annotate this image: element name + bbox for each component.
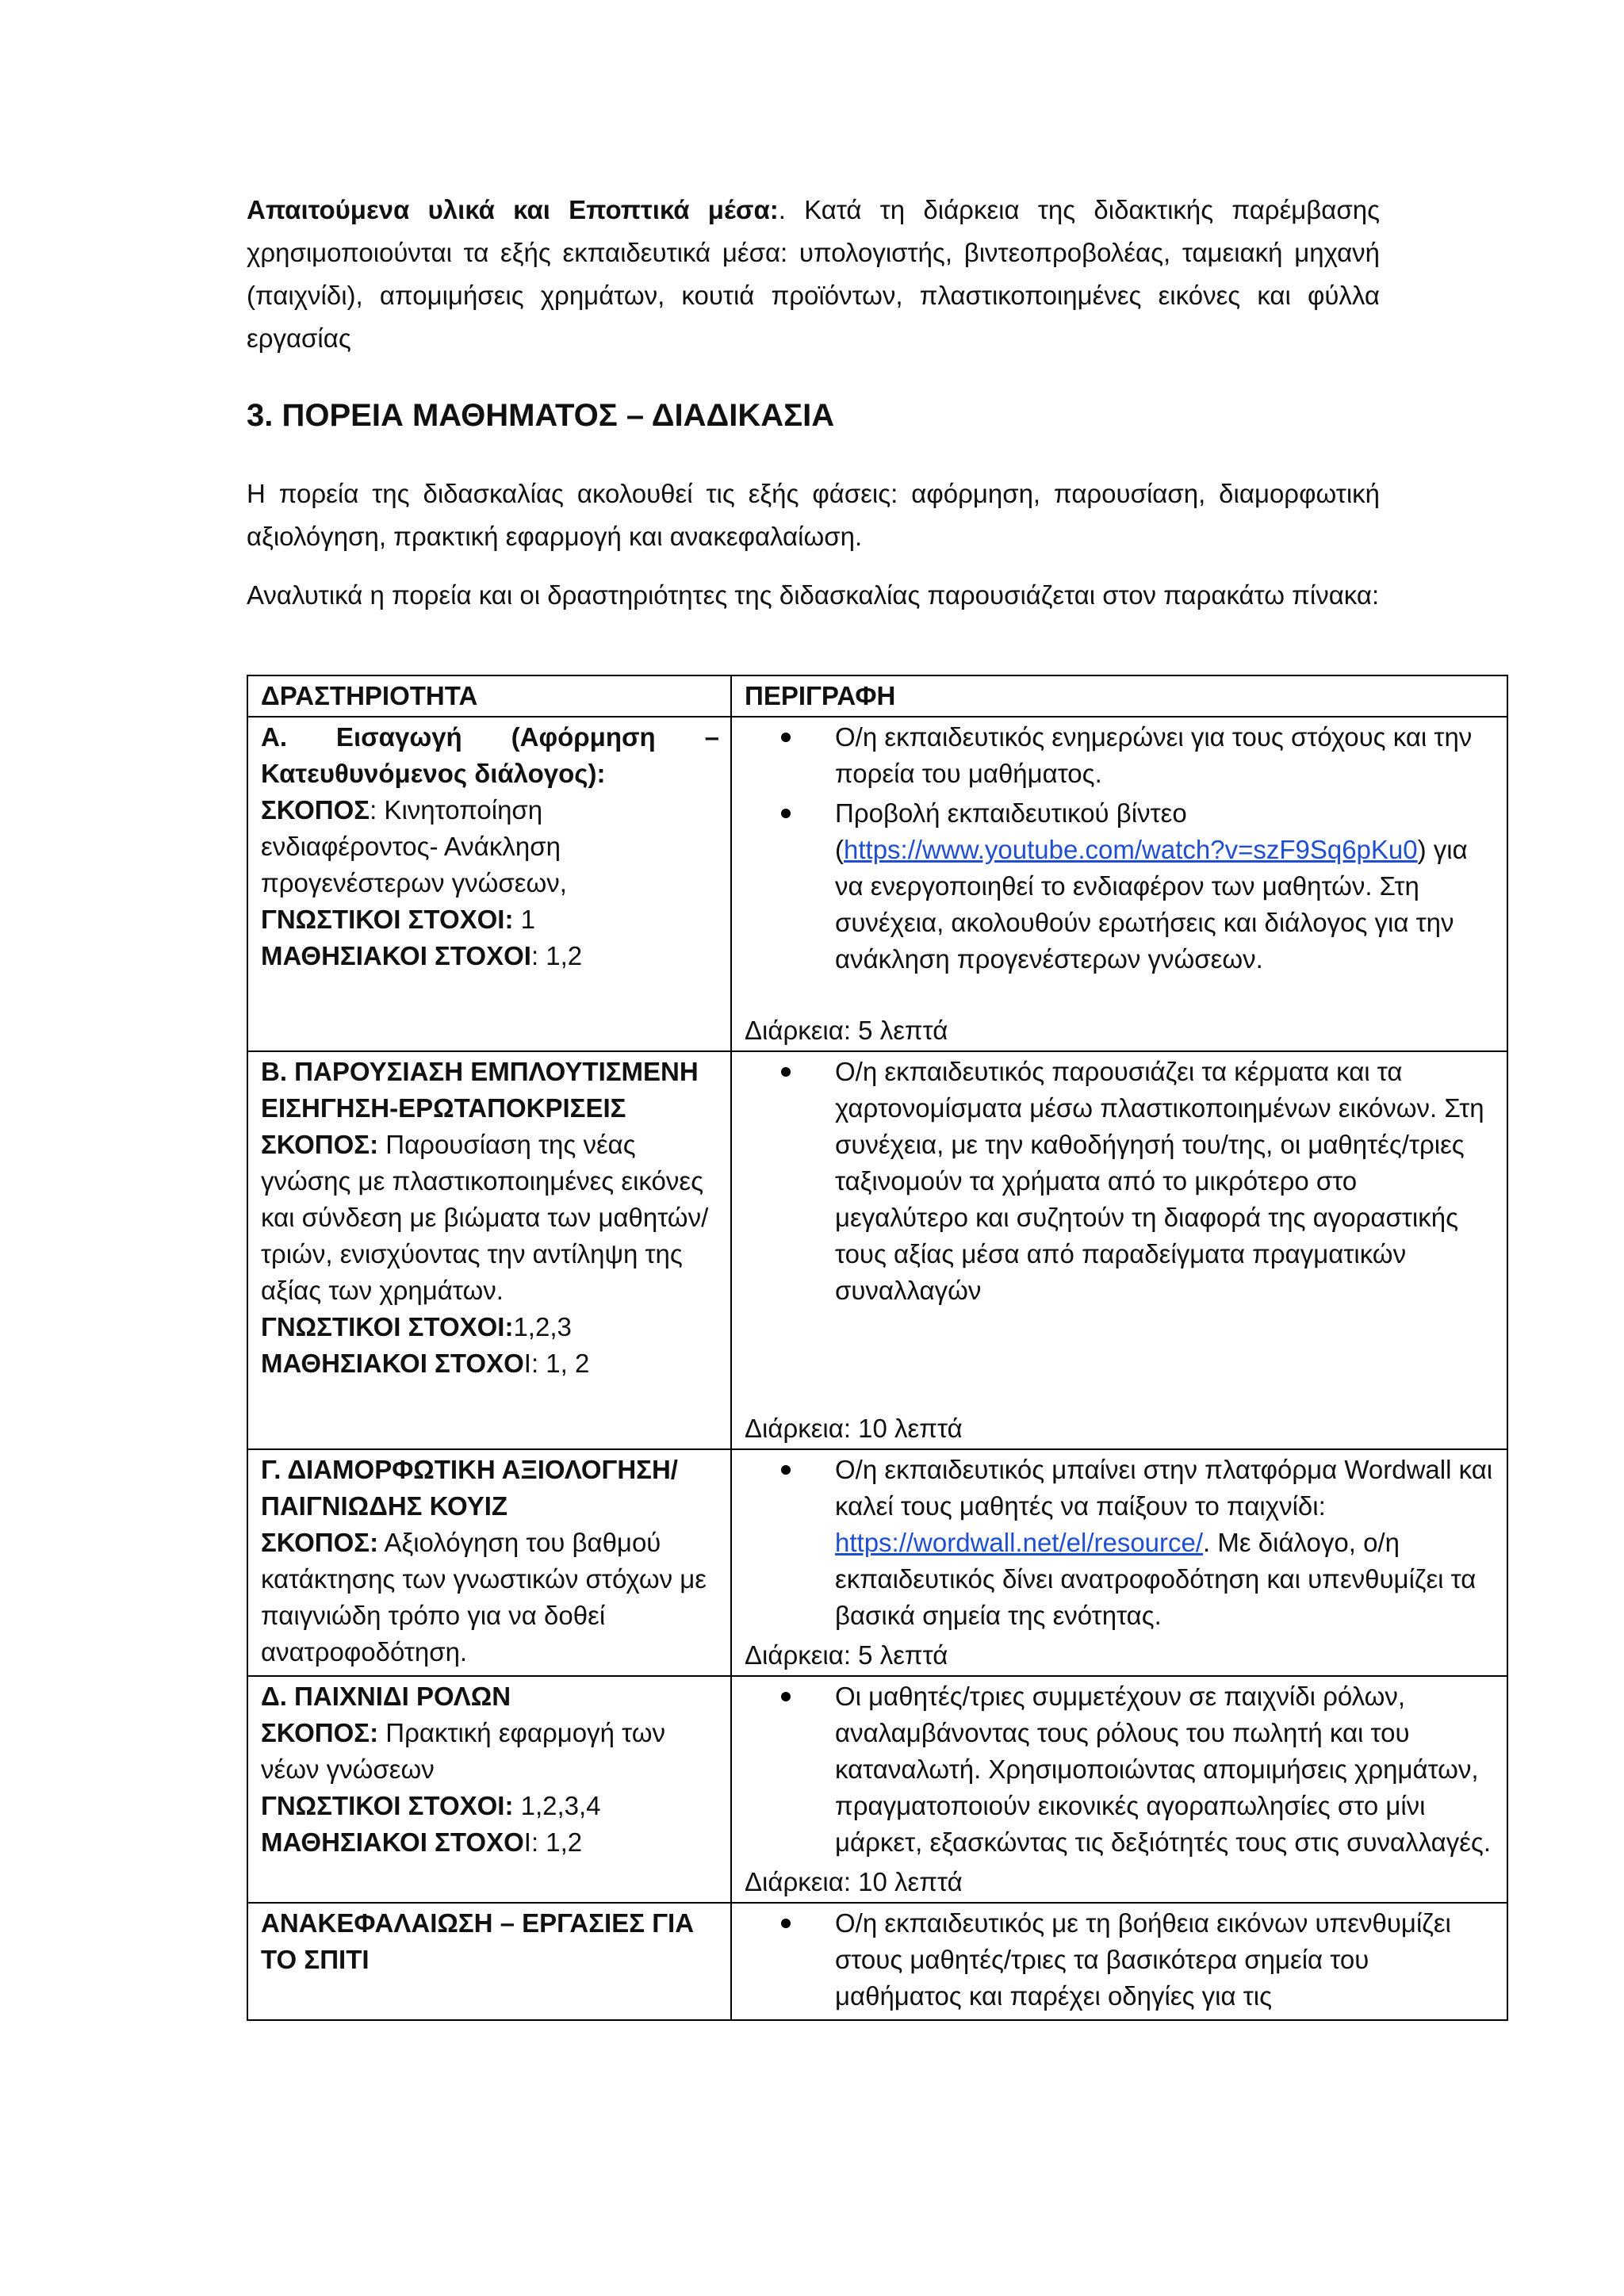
wordwall-link[interactable]: https://wordwall.net/el/resource/ (835, 1528, 1204, 1557)
description-cell-c (731, 1449, 1507, 1676)
bullet-icon (781, 1465, 791, 1475)
learning-label: ΜΑΘΗΣΙΑΚΟΙ ΣΤΟΧΟΙ (261, 941, 531, 970)
list-item (745, 1905, 1496, 2015)
learning-value: : 1,2 (530, 941, 583, 970)
bullet-text: Ο/η εκπαιδευτικός μπαίνει στην πλατφόρμα Wordwall και καλεί τους μαθητές να παίξουν το παιχνίδι: (835, 1455, 1493, 1521)
document-page (247, 189, 1493, 2011)
list-item (745, 1054, 1496, 1309)
table-header-row (247, 675, 1507, 717)
aim-label: ΣΚΟΠΟΣ (261, 795, 370, 825)
aim-label: ΣΚΟΠΟΣ: (261, 1528, 379, 1557)
bullet-icon (781, 1692, 791, 1701)
cognitive-goals-b (261, 1309, 719, 1345)
cognitive-value: 1 (513, 905, 535, 934)
bullet-list (745, 1054, 1496, 1309)
activity-title-e: ΑΝΑΚΕΦΑΛΑΙΩΣΗ – ΕΡΓΑΣΙΕΣ ΓΙΑ ΤΟ ΣΠΙΤΙ (261, 1908, 695, 1974)
activity-title-b: Β. ΠΑΡΟΥΣΙΑΣΗ ΕΜΠΛΟΥΤΙΣΜΕΝΗ ΕΙΣΗΓΗΣΗ-ΕΡΩΤΑΠΟΚΡΙΣΕΙΣ (261, 1057, 699, 1123)
aim-text: Παρουσίαση της νέας γνώσης με πλαστικοποιημένες εικόνες και σύνδεση με βιώματα των μαθητών/τριών, ενισχύοντας την αντίληψη της αξίας των χρημάτων. (261, 1130, 709, 1305)
bullet-text: Προβολή εκπαιδευτικού βίντεο ( (835, 798, 1187, 864)
learning-label: ΜΑΘΗΣΙΑΚΟΙ ΣΤΟΧΟ (261, 1349, 524, 1378)
cognitive-value: 1,2,3,4 (513, 1791, 601, 1820)
learning-label: ΜΑΘΗΣΙΑΚΟΙ ΣΤΟΧΟ (261, 1827, 524, 1857)
learning-goals-d (261, 1824, 719, 1861)
activity-cell-d (247, 1676, 731, 1903)
table-row (247, 1051, 1507, 1449)
aim-label: ΣΚΟΠΟΣ: (261, 1130, 379, 1159)
header-description: ΠΕΡΙΓΡΑΦΗ (731, 675, 1507, 717)
section-heading: 3. ΠΟΡΕΙΑ ΜΑΘΗΜΑΤΟΣ – ΔΙΑΔΙΚΑΣΙΑ (247, 398, 835, 433)
description-cell-b (731, 1051, 1507, 1449)
list-item (745, 1452, 1496, 1634)
activity-title-a-line2: Κατευθυνόμενος διάλογος): (261, 759, 606, 788)
bullet-list (745, 719, 1496, 978)
learning-goals-a (261, 938, 719, 974)
description-cell-e (731, 1903, 1507, 2020)
materials-text: . Κατά τη διάρκεια της διδακτικής παρέμβασης χρησιμοποιούνται τα εξής εκπαιδευτικά μέσα: υπολογιστής, βιντεοπροβολέας, ταμειακή μηχανή (παιχνίδι), απομιμήσεις χρημάτων, κουτιά προϊόντων, πλαστικοποιημένες εικόνες και φύλλα εργασίας (247, 195, 1380, 353)
cognitive-goals-d (261, 1788, 719, 1824)
list-item (745, 719, 1496, 792)
aim-d (261, 1715, 719, 1788)
activity-cell-a (247, 717, 731, 1051)
table-row (247, 1676, 1507, 1903)
youtube-link[interactable]: https://www.youtube.com/watch?v=szF9Sq6pKu0 (844, 835, 1418, 864)
bullet-text: Οι μαθητές/τριες συμμετέχουν σε παιχνίδι ρόλων, αναλαμβάνοντας τους ρόλους του πωλητή και του καταναλωτή. Χρησιμοποιώντας απομιμήσεις χρημάτων, πραγματοποιούν εικονικές αγοραπωλησίες στο μίνι μάρκετ, εξασκώντας τις δεξιότητές τους στις συναλλαγές. (835, 1682, 1491, 1857)
duration-c: Διάρκεια: 5 λεπτά (745, 1640, 948, 1670)
bullet-text: Ο/η εκπαιδευτικός παρουσιάζει τα κέρματα και τα χαρτονομίσματα μέσω πλαστικοποιημένων εικόνων. Στη συνέχεια, με την καθοδήγησή του/της, οι μαθητές/τριες ταξινομούν τα χρήματα από το μικρότερο στο μεγαλύτερο και συζητούν τη διαφορά της αγοραστικής τους αξίας μέσα από παραδείγματα πραγματικών συναλλαγών (835, 1057, 1484, 1305)
activity-cell-c (247, 1449, 731, 1676)
bullet-text: . Με διάλογο, ο/η εκπαιδευτικός δίνει ανατροφοδότηση και υπενθυμίζει τα βασικά σημεία της ενότητας. (835, 1528, 1477, 1630)
description-cell-d (731, 1676, 1507, 1903)
lesson-plan-table (247, 675, 1508, 2021)
bullet-text: ) για να ενεργοποιηθεί το ενδιαφέρον των μαθητών. Στη συνέχεια, ακολουθούν ερωτήσεις και διάλογος για την ανάκληση προγενέστερων γνώσεων. (835, 835, 1468, 974)
aim-a (261, 792, 719, 901)
cognitive-goals-a (261, 901, 719, 938)
aim-text: : Κινητοποίηση ενδιαφέροντος- Ανάκληση προγενέστερων γνώσεων, (261, 795, 567, 897)
activity-cell-b (247, 1051, 731, 1449)
activity-title-d: Δ. ΠΑΙΧΝΙΔΙ ΡΟΛΩΝ (261, 1682, 511, 1711)
bullet-text: Ο/η εκπαιδευτικός ενημερώνει για τους στόχους και την πορεία του μαθήματος. (835, 722, 1473, 788)
cognitive-label: ΓΝΩΣΤΙΚΟΙ ΣΤΟΧΟΙ: (261, 1791, 514, 1820)
cognitive-label: ΓΝΩΣΤΙΚΟΙ ΣΤΟΧΟΙ: (261, 905, 514, 934)
list-item (745, 1678, 1496, 1861)
learning-value: Ι: 1,2 (523, 1827, 583, 1857)
bullet-list (745, 1452, 1496, 1634)
duration-a: Διάρκεια: 5 λεπτά (745, 1016, 948, 1045)
aim-text: Πρακτική εφαρμογή των νέων γνώσεων (261, 1718, 666, 1784)
phases-paragraph: Η πορεία της διδασκαλίας ακολουθεί τις εξής φάσεις: αφόρμηση, παρουσίαση, διαμορφωτική αξιολόγηση, πρακτική εφαρμογή και ανακεφαλαίωση. (247, 479, 1380, 551)
table-intro-paragraph: Αναλυτικά η πορεία και οι δραστηριότητες της διδασκαλίας παρουσιάζεται στον παρακάτω πίνακα: (247, 580, 1380, 610)
bullet-text: Ο/η εκπαιδευτικός με τη βοήθεια εικόνων υπενθυμίζει στους μαθητές/τριες τα βασικότερα σημεία του μαθήματος και παρέχει οδηγίες για τις (835, 1908, 1451, 2011)
aim-c (261, 1525, 719, 1670)
aim-b (261, 1127, 719, 1309)
bullet-icon (781, 809, 791, 818)
materials-paragraph (247, 189, 1380, 360)
table-row (247, 1449, 1507, 1676)
bullet-list (745, 1905, 1496, 2015)
header-activity: ΔΡΑΣΤΗΡΙΟΤΗΤΑ (247, 675, 731, 717)
activity-cell-e (247, 1903, 731, 2020)
materials-label: Απαιτούμενα υλικά και Εποπτικά μέσα: (247, 195, 779, 224)
description-cell-a (731, 717, 1507, 1051)
bullet-icon (781, 733, 791, 742)
activity-title-a-line1: Α. Εισαγωγή (Αφόρμηση – (261, 722, 719, 752)
bullet-icon (781, 1919, 791, 1928)
learning-value: Ι: 1, 2 (523, 1349, 590, 1378)
duration-d: Διάρκεια: 10 λεπτά (745, 1867, 963, 1896)
aim-text: Αξιολόγηση του βαθμού κατάκτησης των γνωστικών στόχων με παιγνιώδη τρόπο για να δοθεί ανατροφοδότηση. (261, 1528, 707, 1667)
aim-label: ΣΚΟΠΟΣ: (261, 1718, 379, 1747)
cognitive-value: 1,2,3 (513, 1312, 572, 1341)
duration-b: Διάρκεια: 10 λεπτά (745, 1414, 963, 1443)
bullet-icon (781, 1067, 791, 1077)
learning-goals-b (261, 1345, 719, 1382)
cognitive-label: ΓΝΩΣΤΙΚΟΙ ΣΤΟΧΟΙ: (261, 1312, 514, 1341)
table-row (247, 717, 1507, 1051)
activity-title-c: Γ. ΔΙΑΜΟΡΦΩΤΙΚΗ ΑΞΙΟΛΟΓΗΣΗ/ ΠΑΙΓΝΙΩΔΗΣ ΚΟΥΙΖ (261, 1455, 678, 1521)
table-row (247, 1903, 1507, 2020)
list-item (745, 795, 1496, 978)
bullet-list (745, 1678, 1496, 1861)
